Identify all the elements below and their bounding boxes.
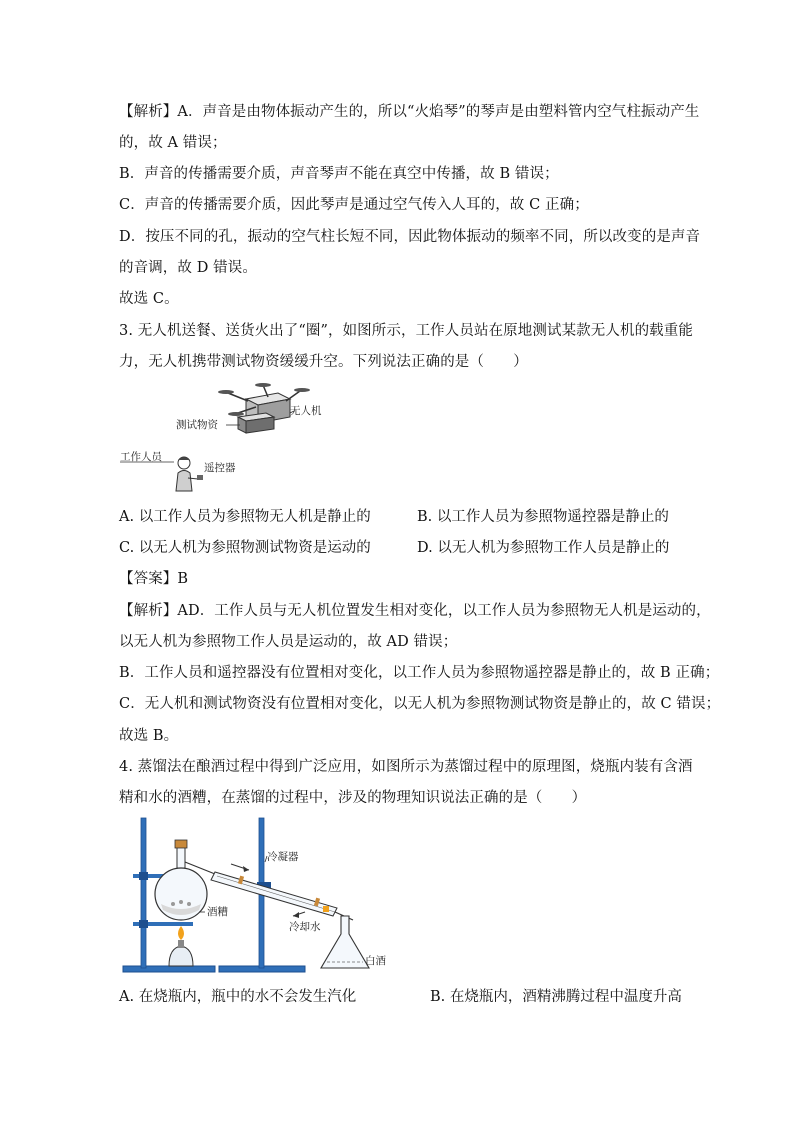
cargo-box-icon bbox=[238, 413, 274, 433]
erlenmeyer-flask-icon bbox=[321, 916, 369, 968]
distillation-figure bbox=[119, 816, 409, 978]
cargo-label: 测试物资 bbox=[176, 419, 218, 431]
q2-analysis-line-1: 【解析】A．声音是由物体振动产生的，所以“火焰琴”的琴声是由塑料管内空气柱振动产生 bbox=[119, 104, 700, 120]
q3-option-c: C. 以无人机为参照物测试物资是运动的 bbox=[119, 540, 371, 556]
remote-label: 遥控器 bbox=[204, 462, 236, 474]
drone-label: 无人机 bbox=[290, 405, 322, 417]
q2-analysis-line-4: C．声音的传播需要介质，因此琴声是通过空气传入人耳的，故 C 正确； bbox=[119, 197, 589, 213]
q3-analysis-line-1: 【解析】AD．工作人员与无人机位置发生相对变化，以工作人员为参照物无人机是运动的， bbox=[119, 603, 711, 619]
q4-option-a: A. 在烧瓶内，瓶中的水不会发生汽化 bbox=[119, 989, 357, 1005]
q2-analysis-line-7: 故选 C。 bbox=[119, 291, 179, 307]
condenser-icon bbox=[211, 872, 353, 920]
liquor-label: 白酒 bbox=[365, 955, 386, 967]
worker-label: 工作人员 bbox=[120, 451, 162, 463]
q4-stem-line-2: 精和水的酒糟，在蒸馏的过程中，涉及的物理知识说法正确的是（ ） bbox=[119, 790, 587, 806]
q3-option-b: B. 以工作人员为参照物遥控器是静止的 bbox=[417, 509, 669, 525]
q4-option-b: B. 在烧瓶内，酒精沸腾过程中温度升高 bbox=[430, 989, 682, 1005]
q3-analysis-line-4: C．无人机和测试物资没有位置相对变化，以无人机为参照物测试物资是静止的，故 C 错误； bbox=[119, 696, 721, 712]
round-flask-icon bbox=[155, 840, 215, 920]
q4-stem-line-1: 4. 蒸馏法在酿酒过程中得到广泛应用，如图所示为蒸馏过程中的原理图，烧瓶内装有含酒 bbox=[119, 759, 693, 775]
q3-stem-line-1: 3. 无人机送餐、送货火出了“圈”，如图所示，工作人员站在原地测试某款无人机的载重能 bbox=[119, 323, 693, 339]
cooling-water-label: 冷却水 bbox=[289, 921, 321, 933]
q2-analysis-line-2: 的，故 A 错误； bbox=[119, 135, 227, 151]
q2-analysis-line-5: D．按压不同的孔，振动的空气柱长短不同，因此物体振动的频率不同，所以改变的是声音 bbox=[119, 229, 701, 245]
q3-answer: 【答案】B bbox=[119, 571, 189, 587]
q3-stem-line-2: 力，无人机携带测试物资缓缓升空。下列说法正确的是（ ） bbox=[119, 354, 528, 370]
q3-analysis-line-2: 以无人机为参照物工作人员是运动的，故 AD 错误； bbox=[119, 634, 458, 650]
q3-analysis-line-3: B．工作人员和遥控器没有位置相对变化，以工作人员为参照物遥控器是静止的，故 B 正确； bbox=[119, 665, 720, 681]
q3-option-d: D. 以无人机为参照物工作人员是静止的 bbox=[417, 540, 670, 556]
q3-option-a: A. 以工作人员为参照物无人机是静止的 bbox=[119, 509, 371, 525]
alcohol-burner-icon bbox=[169, 926, 193, 966]
drone-figure bbox=[118, 383, 348, 493]
condenser-label: 冷凝器 bbox=[267, 851, 299, 863]
q3-analysis-line-5: 故选 B。 bbox=[119, 728, 179, 744]
mash-label: 酒糟 bbox=[207, 906, 228, 918]
q2-analysis-line-3: B．声音的传播需要介质，声音琴声不能在真空中传播，故 B 错误； bbox=[119, 166, 559, 182]
worker-icon bbox=[176, 457, 203, 491]
q2-analysis-line-6: 的音调，故 D 错误。 bbox=[119, 260, 257, 276]
